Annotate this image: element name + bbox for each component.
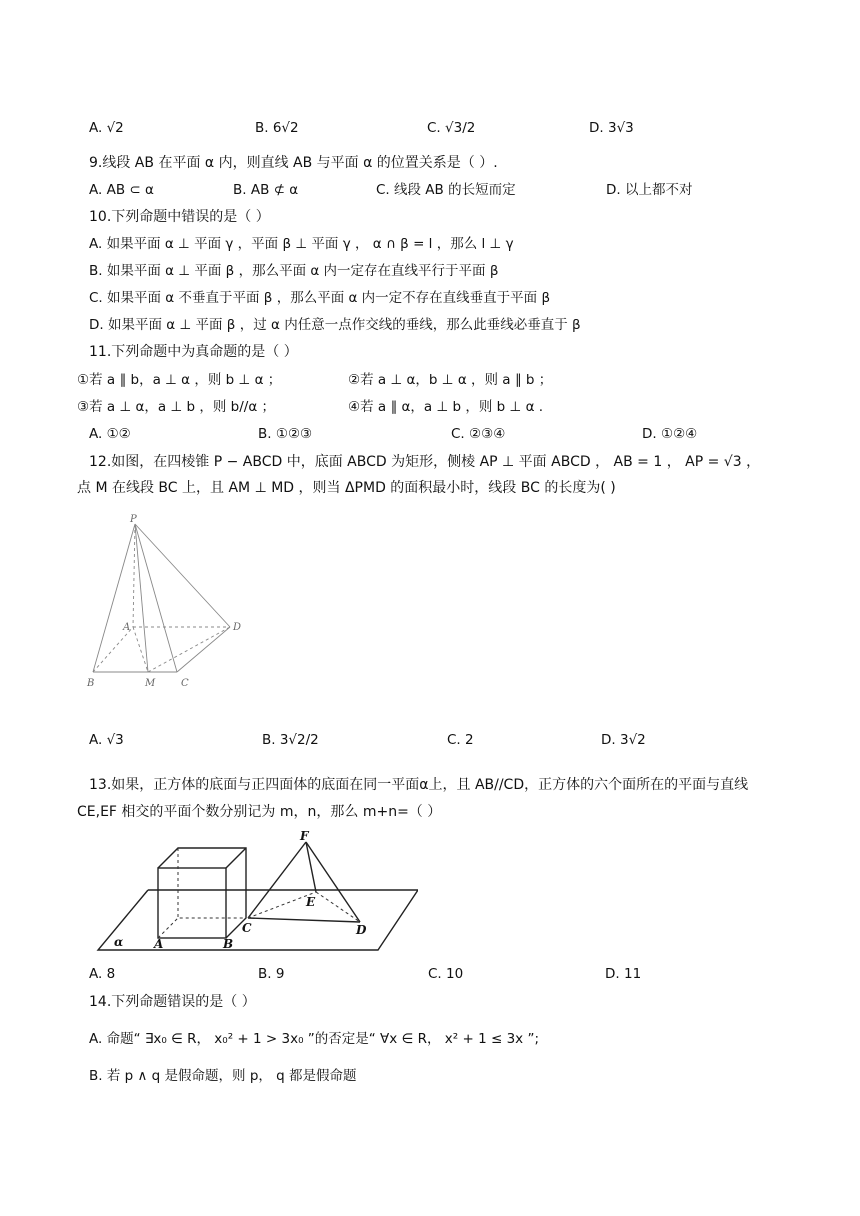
label-e: E <box>306 895 316 909</box>
q13-option-c: C. 10 <box>428 966 464 982</box>
label-a: A <box>123 622 131 633</box>
label-alpha: α <box>114 935 124 949</box>
q11-prop-4: ④若 a ∥ α，a ⊥ b ，则 b ⊥ α . <box>348 399 544 415</box>
q10-stem: 10.下列命题中错误的是（ ） <box>89 209 270 225</box>
label-c: C <box>181 678 189 689</box>
q8-option-c: C. √3/2 <box>427 120 476 136</box>
q11-option-c: C. ②③④ <box>451 426 506 442</box>
label-d: D <box>356 923 367 937</box>
label-d: D <box>233 622 242 633</box>
q8-option-b: B. 6√2 <box>255 120 299 136</box>
q14-option-a: A. 命题“ ∃x₀ ∈ R， x₀² + 1 > 3x₀ ”的否定是“ ∀x ∈ R， x² + 1 ≤ 3x ”; <box>89 1031 539 1047</box>
q9-option-a: A. AB ⊂ α <box>89 182 154 198</box>
q10-option-a: A. 如果平面 α ⊥ 平面 γ ，平面 β ⊥ 平面 γ ， α ∩ β = l ，那么 l ⊥ γ <box>89 236 514 252</box>
q14-stem: 14.下列命题错误的是（ ） <box>89 994 256 1010</box>
label-m: M <box>145 678 156 689</box>
q14-option-b: B. 若 p ∧ q 是假命题，则 p， q 都是假命题 <box>89 1068 357 1084</box>
q13-stem-line1: 13.如果，正方体的底面与正四面体的底面在同一平面α上，且 AB//CD，正方体的六个面所在的平面与直线 <box>89 777 749 793</box>
q13-option-d: D. 11 <box>605 966 642 982</box>
q11-option-d: D. ①②④ <box>642 426 698 442</box>
q10-option-b: B. 如果平面 α ⊥ 平面 β ，那么平面 α 内一定存在直线平行于平面 β <box>89 263 499 279</box>
q9-option-c: C. 线段 AB 的长短而定 <box>376 182 516 198</box>
q11-option-a: A. ①② <box>89 426 131 442</box>
q12-option-d: D. 3√2 <box>601 732 646 748</box>
q9-stem: 9.线段 AB 在平面 α 内，则直线 AB 与平面 α 的位置关系是（ ）. <box>89 155 498 171</box>
q9-option-b: B. AB ⊄ α <box>233 182 299 198</box>
label-f: F <box>300 830 309 843</box>
q9-option-d: D. 以上都不对 <box>606 182 693 198</box>
label-c: C <box>242 921 252 935</box>
q13-option-a: A. 8 <box>89 966 116 982</box>
q13-cube-tetrahedron-figure <box>88 830 418 960</box>
q12-stem-line1: 12.如图，在四棱锥 P − ABCD 中，底面 ABCD 为矩形，侧棱 AP ⊥ 平面 ABCD ， AB = 1 ， AP = √3 ， <box>89 454 761 470</box>
q13-stem-line2: CE,EF 相交的平面个数分别记为 m，n，那么 m+n=（ ） <box>77 804 442 820</box>
q10-option-d: D. 如果平面 α ⊥ 平面 β ，过 α 内任意一点作交线的垂线，那么此垂线必垂直于 β <box>89 317 581 333</box>
q12-option-c: C. 2 <box>447 732 474 748</box>
q12-stem-line2: 点 M 在线段 BC 上，且 AM ⊥ MD ，则当 ΔPMD 的面积最小时，线段 BC 的长度为( ) <box>77 480 616 496</box>
label-a: A <box>154 937 164 951</box>
q11-prop-3: ③若 a ⊥ α，a ⊥ b ，则 b//α ； <box>77 399 276 415</box>
q11-prop-1: ①若 a ∥ b，a ⊥ α ，则 b ⊥ α ； <box>77 372 282 388</box>
q8-option-a: A. √2 <box>89 120 124 136</box>
q10-option-c: C. 如果平面 α 不垂直于平面 β ，那么平面 α 内一定不存在直线垂直于平面 β <box>89 290 551 306</box>
q11-prop-2: ②若 a ⊥ α，b ⊥ α ，则 a ∥ b ； <box>348 372 553 388</box>
q13-option-b: B. 9 <box>258 966 285 982</box>
q8-option-d: D. 3√3 <box>589 120 634 136</box>
q12-option-b: B. 3√2/2 <box>262 732 319 748</box>
label-b: B <box>223 937 234 951</box>
label-p: P <box>130 514 137 525</box>
q11-stem: 11.下列命题中为真命题的是（ ） <box>89 344 298 360</box>
q12-pyramid-figure <box>85 512 255 692</box>
q12-option-a: A. √3 <box>89 732 124 748</box>
q11-option-b: B. ①②③ <box>258 426 313 442</box>
label-b: B <box>87 678 95 689</box>
